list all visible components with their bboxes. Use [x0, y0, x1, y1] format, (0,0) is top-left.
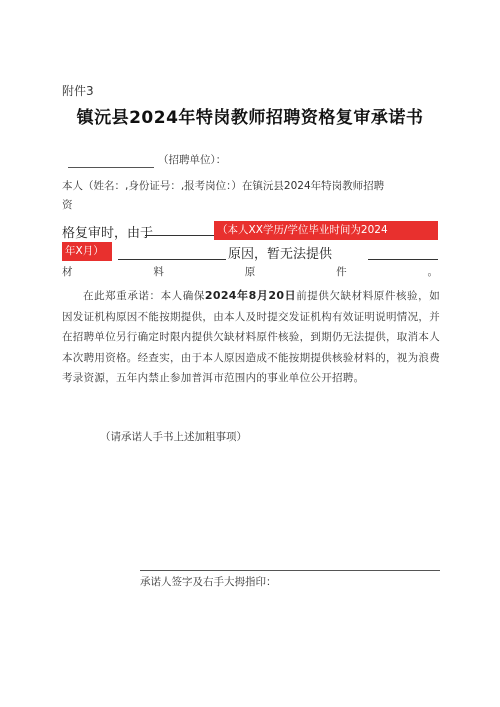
unit-blank-line [68, 155, 154, 168]
materials-char-5: 。 [427, 266, 438, 278]
intro-continuation: 资 [62, 199, 73, 211]
commitment-date: 2024年8月20日 [204, 289, 297, 302]
commitment-paragraph [62, 286, 440, 389]
commitment-part-2: 前提供欠缺材料原件核验，如因发证机构原因不能按期提供，由本人及时提交发证机构有效证明说明情况，并在招聘单位另行确定时限内提供欠缺材料原件核验，到期仍无法提供，取消本人本次聘用资格。经查实，由于本人原因造成不能按期提供核验材料的，视为浪费考录资源，五年内禁止参加普洱市范围内的事业单位公开招聘。 [62, 290, 440, 384]
intro-line: 本人（姓名：,身份证号：,报考岗位：）在镇沅县2024年特岗教师招聘 [62, 180, 385, 192]
reason-prefix: 格复审时，由于 [62, 226, 154, 241]
reason-blank-line [145, 234, 215, 236]
materials-char-2: 料 [153, 266, 164, 278]
handwrite-note: （请承诺人手书上述加粗事项） [100, 431, 247, 443]
reason-mid: 原因，暂无法提供 [228, 247, 333, 262]
materials-char-4: 件 [336, 266, 347, 278]
red-highlight-note-2: 年X月） [62, 242, 112, 261]
signature-label: 承诺人签字及右手大拇指印： [140, 576, 277, 588]
materials-blank-line [368, 258, 438, 260]
annex-label: 附件3 [62, 84, 94, 98]
commitment-part-1: 在此郑重承诺：本人确保 [83, 290, 205, 302]
signature-line [140, 570, 440, 572]
materials-line [62, 264, 438, 279]
materials-char-3: 原 [244, 266, 256, 278]
materials-char-1: 材 [62, 266, 73, 278]
addressee-label: （招聘单位）： [158, 154, 227, 166]
document-title: 镇沅县2024年特岗教师招聘资格复审承诺书 [76, 108, 424, 128]
red-highlight-note-1: （本人XX学历/学位毕业时间为2024 [214, 221, 438, 240]
reason-blank-line-2 [118, 258, 226, 260]
